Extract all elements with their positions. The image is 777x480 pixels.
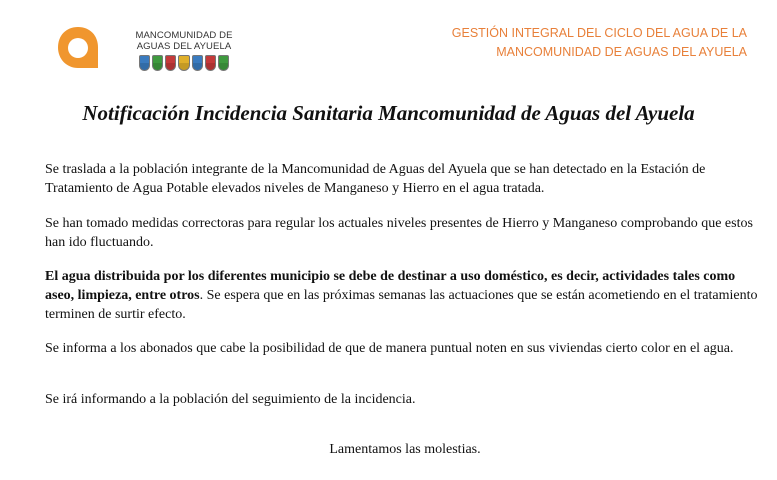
paragraph-followup: Se irá informando a la población del seguimiento de la incidencia. (45, 392, 416, 407)
org-name: MANCOMUNIDAD DE AGUAS DEL AYUELA (135, 30, 233, 52)
paragraph-color-notice: Se informa a los abonados que cabe la posibilidad de que de manera puntual noten en sus viviendas cierto color en el agua. (45, 341, 734, 356)
paragraph-usage (45, 267, 765, 324)
closing-line: Lamentamos las molestias. (329, 442, 481, 457)
crest-icon (165, 55, 176, 71)
notice-title: Notificación Incidencia Sanitaria Mancomunidad de Aguas del Ayuela (82, 101, 695, 125)
usage-warning-bold: El agua distribuida por los diferentes municipio se debe de destinar a uso doméstico, es decir, actividades tales como aseo, limpieza, entre otros (45, 269, 736, 303)
crest-icon (192, 55, 203, 71)
tagline (427, 24, 747, 62)
paragraph-detection: Se traslada a la población integrante de la Mancomunidad de Aguas del Ayuela que se han detectado en la Estación de Tratamiento de Agua Potable elevados niveles de Manganeso y Hierro en el agua tratada. (45, 162, 706, 196)
tagline-line-1: GESTIÓN INTEGRAL DEL CICLO DEL AGUA DE LA (451, 26, 747, 40)
crest-icon (218, 55, 229, 71)
municipality-crests (139, 55, 229, 73)
crest-icon (139, 55, 150, 71)
paragraph-measures: Se han tomado medidas correctoras para regular los actuales niveles presentes de Hierro y Manganeso comprobando que estos han ido fluctuando. (45, 216, 753, 250)
tagline-line-2: MANCOMUNIDAD DE AGUAS DEL AYUELA (496, 45, 747, 59)
crest-icon (178, 55, 189, 71)
letterhead (0, 0, 777, 90)
water-drop-q-logo-icon (54, 24, 102, 72)
crest-icon (205, 55, 216, 71)
usage-followup: . Se espera que en las próximas semanas las actuaciones que se están acometiendo en el tratamiento terminen de surtir efecto. (45, 288, 758, 322)
crest-icon (152, 55, 163, 71)
